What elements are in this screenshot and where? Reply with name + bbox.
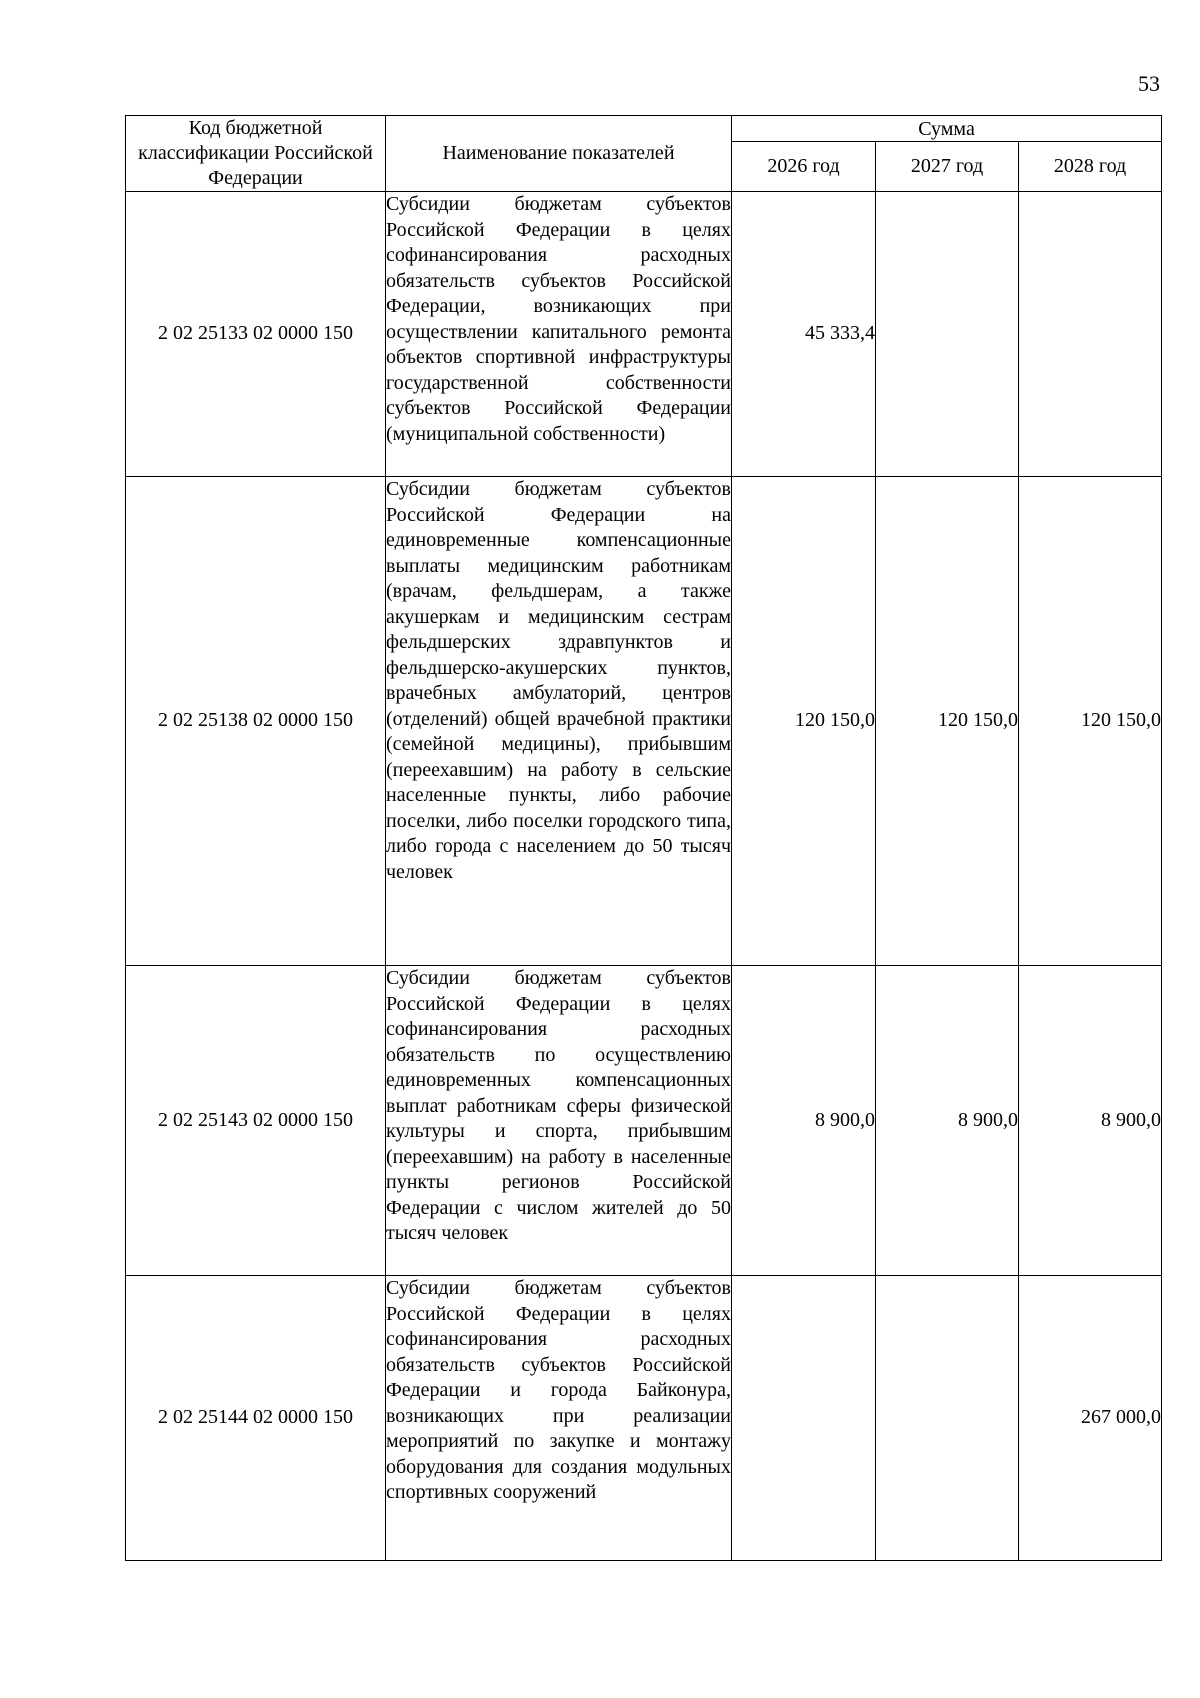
row-amount-2027: [876, 192, 1019, 477]
row-name-text: Субсидии бюджетам субъектов Российской Федерации в целях софинансирования расходных обязательств по осуществлению единовременных компенсационных выплат работникам сферы физической культуры и спорта, прибывшим (переехавшим) на работу в населенные пункты регионов Российской Федерации с числом жителей до 50 тысяч человек: [386, 967, 731, 1244]
row-name: [386, 477, 732, 966]
row-amount-2027: [876, 1276, 1019, 1561]
table-row: [126, 1276, 1162, 1561]
header-year-2027: 2027 год: [876, 142, 1019, 192]
header-code: Код бюджетной классификации Российской Федерации: [126, 116, 386, 192]
row-code: 2 02 25133 02 0000 150: [126, 192, 386, 477]
row-name: [386, 1276, 732, 1561]
header-year-2026: 2026 год: [732, 142, 876, 192]
row-code: 2 02 25138 02 0000 150: [126, 477, 386, 966]
row-name-text: Субсидии бюджетам субъектов Российской Федерации в целях софинансирования расходных обязательств субъектов Российской Федерации, возникающих при осуществлении капитального ремонта объектов спортивной инфраструктуры государственной собственности субъектов Российской Федерации (муниципальной собственности): [386, 193, 731, 445]
header-sum: Сумма: [732, 116, 1162, 142]
row-amount-2026: 8 900,0: [732, 966, 876, 1276]
table-row: [126, 192, 1162, 477]
row-amount-2028: 8 900,0: [1019, 966, 1162, 1276]
row-amount-2028: [1019, 192, 1162, 477]
row-amount-2028: 120 150,0: [1019, 477, 1162, 966]
row-name: [386, 966, 732, 1276]
row-code: 2 02 25143 02 0000 150: [126, 966, 386, 1276]
row-name-text: Субсидии бюджетам субъектов Российской Федерации на единовременные компенсационные выплаты медицинским работникам (врачам, фельдшерам, а также акушеркам и медицинским сестрам фельдшерских здравпунктов и фельдшерско-акушерских пунктов, врачебных амбулаторий, центров (отделений) общей врачебной практики (семейной медицины), прибывшим (переехавшим) на работу в сельские населенные пункты, либо рабочие поселки, либо поселки городского типа, либо города с населением до 50 тысяч человек: [386, 478, 731, 883]
row-amount-2026: 120 150,0: [732, 477, 876, 966]
row-amount-2026: [732, 1276, 876, 1561]
row-name-text: Субсидии бюджетам субъектов Российской Федерации в целях софинансирования расходных обязательств субъектов Российской Федерации и города Байконура, возникающих при реализации мероприятий по закупке и монтажу оборудования для создания модульных спортивных сооружений: [386, 1277, 731, 1503]
budget-table: [125, 115, 1162, 1561]
row-name: [386, 192, 732, 477]
row-amount-2026: 45 333,4: [732, 192, 876, 477]
header-year-2028: 2028 год: [1019, 142, 1162, 192]
row-code: 2 02 25144 02 0000 150: [126, 1276, 386, 1561]
row-amount-2028: 267 000,0: [1019, 1276, 1162, 1561]
table-row: [126, 966, 1162, 1276]
table-row: [126, 477, 1162, 966]
header-name: Наименование показателей: [386, 116, 732, 192]
row-amount-2027: 120 150,0: [876, 477, 1019, 966]
page-number: 53: [1138, 71, 1160, 96]
row-amount-2027: 8 900,0: [876, 966, 1019, 1276]
